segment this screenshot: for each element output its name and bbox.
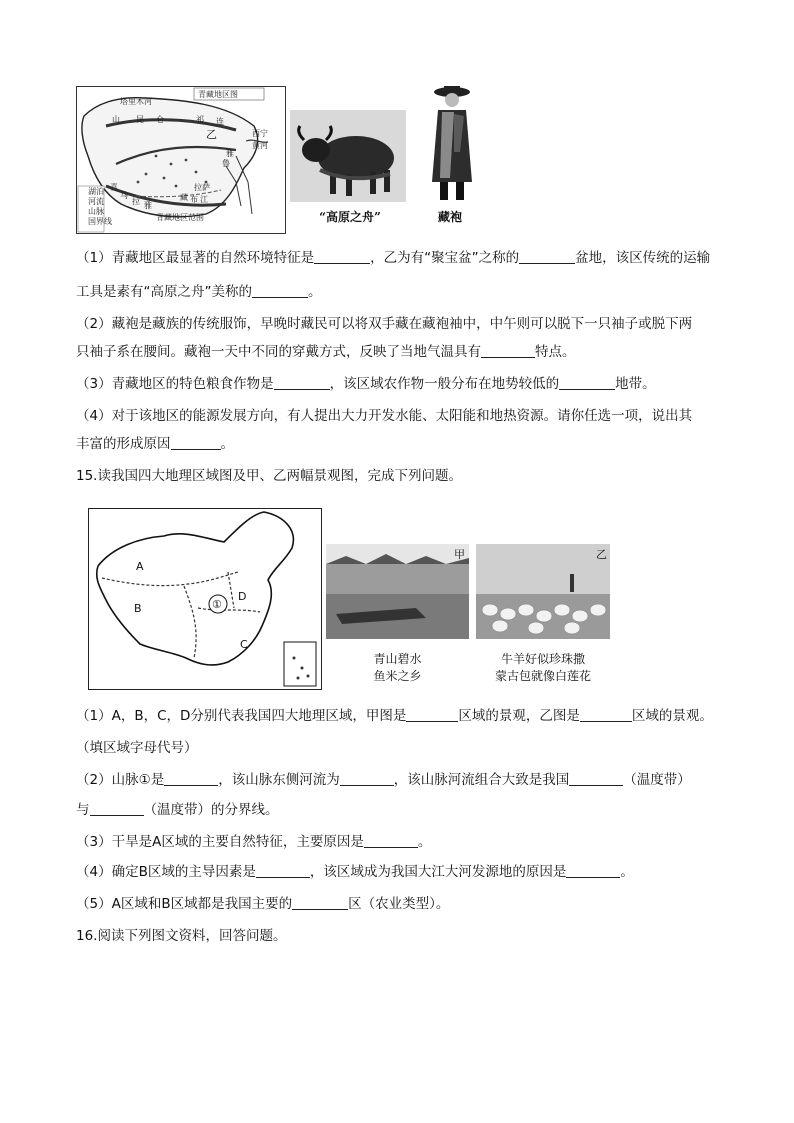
svg-text:仑: 仑 [156, 115, 164, 124]
svg-text:山脉: 山脉 [88, 207, 104, 216]
photo-yi-caption-1: 牛羊好似珍珠撒 [500, 652, 585, 666]
tibetan-robe-photo [420, 82, 480, 206]
svg-text:青藏地区范围: 青藏地区范围 [156, 213, 204, 222]
blank[interactable] [292, 895, 348, 910]
robe-caption: 藏袍 [437, 210, 462, 224]
blank[interactable] [164, 771, 218, 786]
blank[interactable] [340, 771, 394, 786]
map-title: 青藏地区图 [198, 90, 238, 99]
svg-text:祁: 祁 [196, 115, 204, 124]
blank[interactable] [481, 343, 535, 358]
blank[interactable] [274, 375, 330, 390]
photo-yi-tag: 乙 [596, 548, 607, 561]
blank[interactable] [569, 771, 623, 786]
svg-text:昆: 昆 [136, 115, 144, 124]
q14-line4: 只袖子系在腰间。藏袍一天中不同的穿戴方式，反映了当地气温具有 特点。 [76, 344, 576, 360]
label-yi: 乙 [206, 128, 217, 141]
blank[interactable] [580, 707, 632, 722]
svg-text:国界线: 国界线 [88, 217, 112, 226]
q14-line6: （4）对于该地区的能源发展方向，有人提出大力开发水能、太阳能和地热资源。请你任选一项，说出其 [76, 408, 693, 424]
svg-text:湖泊: 湖泊 [88, 187, 104, 196]
svg-text:拉: 拉 [132, 197, 140, 206]
photo-jia-tag: 甲 [454, 548, 465, 561]
svg-text:拉萨: 拉萨 [194, 183, 210, 192]
region-c-label: C [240, 638, 248, 651]
blank[interactable] [256, 863, 310, 878]
q16-title: 16.阅读下列图文资料，回答问题。 [76, 928, 287, 944]
q15-line5: （3）干旱是A区域的主要自然特征，主要原因是 。 [76, 834, 432, 850]
blank[interactable] [314, 249, 370, 264]
q15-title: 15.读我国四大地理区域图及甲、乙两幅景观图，完成下列问题。 [76, 468, 462, 484]
svg-text:黄河: 黄河 [252, 141, 268, 150]
yak-caption: “高原之舟” [319, 210, 381, 224]
photo-yi [476, 544, 610, 639]
blank[interactable] [406, 707, 458, 722]
q15-line7: （5）A区域和B区域都是我国主要的 区（农业类型）。 [76, 896, 450, 912]
photo-jia-caption-1: 青山碧水 [373, 652, 422, 666]
svg-text:西宁: 西宁 [252, 129, 268, 138]
region-b-label: B [134, 602, 142, 615]
svg-text:山: 山 [112, 115, 120, 124]
yak-photo [290, 110, 406, 202]
blank[interactable] [90, 801, 144, 816]
region-a-label: A [136, 560, 144, 573]
blank[interactable] [559, 375, 615, 390]
q15-line1: （1）A，B，C，D分别代表我国四大地理区域，甲图是 区域的景观，乙图是 区域的景观。 [76, 708, 713, 724]
photo-yi-caption-2: 蒙古包就像白莲花 [494, 669, 591, 683]
blank[interactable] [519, 249, 575, 264]
svg-text:鲁: 鲁 [222, 159, 230, 168]
svg-text:喜: 喜 [110, 183, 118, 192]
q15-line2: （填区域字母代号） [76, 740, 198, 756]
svg-text:河流: 河流 [88, 197, 104, 206]
q15-line3: （2）山脉①是 ，该山脉东侧河流为 ，该山脉河流组合大致是我国 （温度带） [76, 772, 691, 788]
svg-text:雅: 雅 [226, 149, 234, 158]
region-d-label: D [238, 590, 247, 603]
q14-line5: （3）青藏地区的特色粮食作物是 ，该区域农作物一般分布在地势较低的 地带。 [76, 376, 656, 392]
svg-text:布: 布 [190, 195, 198, 204]
q15-line6: （4）确定B区域的主导因素是 ，该区域成为我国大江大河发源地的原因是 。 [76, 864, 634, 880]
q15-line4: 与 （温度带）的分界线。 [76, 802, 279, 818]
q14-line7: 丰富的形成原因 。 [76, 436, 234, 452]
photo-jia [326, 544, 469, 639]
china-regions-map [88, 508, 322, 690]
svg-text:连: 连 [216, 117, 224, 126]
photo-jia-caption-2: 鱼米之乡 [373, 669, 422, 683]
qinghai-tibet-map [76, 86, 286, 234]
blank[interactable] [252, 283, 308, 298]
q14-line3: （2）藏袍是藏族的传统服饰，早晚时藏民可以将双手藏在藏袍袖中，中午则可以脱下一只袖子或脱下两 [76, 316, 693, 332]
label-tarim: 塔里木河 [120, 97, 152, 106]
q14-line2: 工具是素有“高原之舟”美称的 。 [76, 284, 322, 300]
svg-text:江: 江 [200, 195, 208, 204]
svg-text:马: 马 [120, 191, 128, 200]
blank[interactable] [364, 833, 418, 848]
q14-line1: （1）青藏地区最显著的自然环境特征是 ，乙为有“聚宝盆”之称的 盆地，该区传统的运输 [76, 250, 711, 266]
svg-text:藏: 藏 [180, 193, 188, 202]
blank[interactable] [171, 435, 221, 450]
blank[interactable] [566, 863, 620, 878]
mountain-1-label: ① [212, 598, 222, 611]
svg-text:雅: 雅 [144, 201, 152, 210]
